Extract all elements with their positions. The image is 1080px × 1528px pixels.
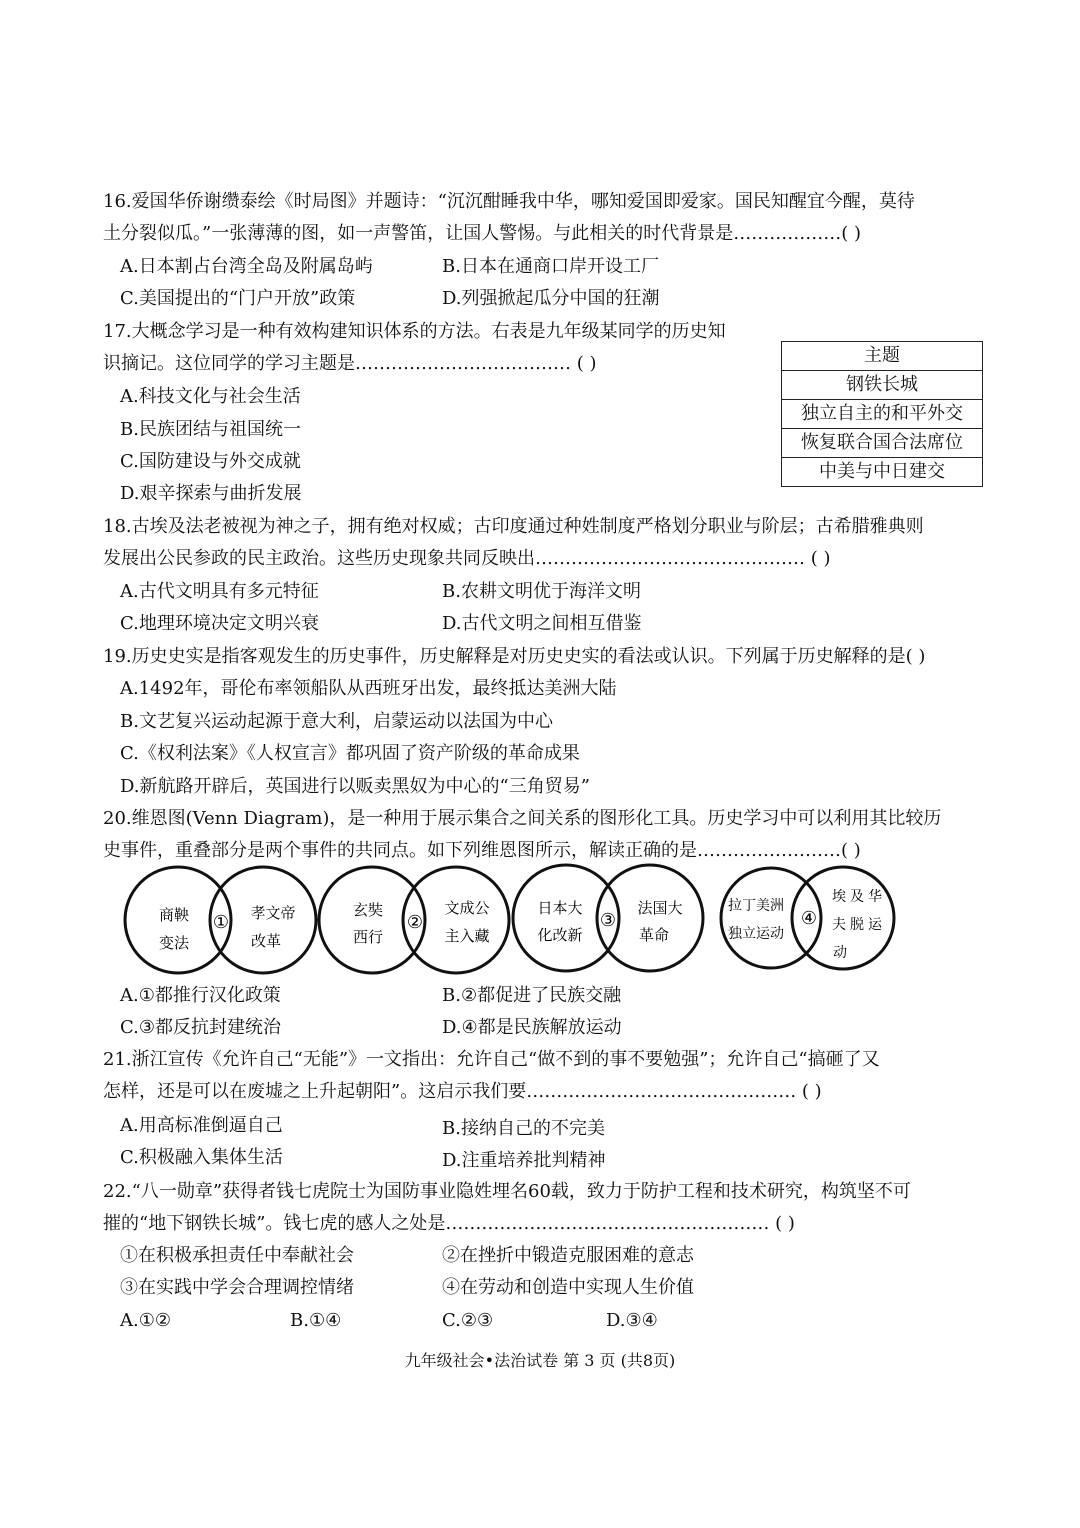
q22-option-d: D.③④ <box>606 1310 658 1331</box>
venn-label: 商鞅 <box>158 906 190 924</box>
q22-option-b: B.①④ <box>290 1310 342 1331</box>
venn-circle <box>319 867 425 973</box>
q17-topic-table <box>781 341 983 487</box>
q22-stem-line2: 摧的“地下钢铁长城”。钱七虎的感人之处是……………………………………………… ( ) <box>103 1213 795 1234</box>
venn-diagram-2 <box>319 867 509 973</box>
q22-option-c: C.②③ <box>442 1310 494 1331</box>
q19-option-c: C.《权利法案》《人权宣言》都巩固了资产阶级的革命成果 <box>120 743 580 764</box>
q17-stem-line2: 识摘记。这位同学的学习主题是……………………………… ( ) <box>103 353 597 374</box>
q17-table-cell: 中美与中日建交 <box>782 457 982 486</box>
q17-stem-line1: 17.大概念学习是一种有效构建知识体系的方法。右表是九年级某同学的历史知 <box>103 321 726 342</box>
q20-option-c: C.③都反抗封建统治 <box>120 1017 281 1038</box>
q18-stem-line1: 18.古埃及法老被视为神之子，拥有绝对权威；古印度通过种姓制度严格划分职业与阶层；古希腊雅典则 <box>103 516 924 537</box>
q16-option-a: A.日本割占台湾全岛及附属岛屿 <box>120 256 373 277</box>
q18-option-c: C.地理环境决定文明兴衰 <box>120 613 319 634</box>
venn-overlap-marker: ③ <box>599 910 617 931</box>
q17-table-cell: 恢复联合国合法席位 <box>782 428 982 457</box>
q17-option-d: D.艰辛探索与曲折发展 <box>120 483 302 504</box>
q17-table-header: 主题 <box>864 345 900 366</box>
q22-statement-4: ④在劳动和创造中实现人生价值 <box>442 1277 694 1298</box>
venn-label: 动 <box>833 945 847 961</box>
q22-statement-2: ②在挫折中锻造克服困难的意志 <box>442 1245 694 1266</box>
venn-diagram-1 <box>125 867 316 973</box>
q19-option-a: A.1492年，哥伦布率领船队从西班牙出发，最终抵达美洲大陆 <box>120 678 617 699</box>
q21-option-c: C.积极融入集体生活 <box>120 1147 283 1168</box>
q21-stem-line2: 怎样，还是可以在废墟之上升起朝阳”。这启示我们要……………………………………… ( ) <box>103 1081 822 1102</box>
venn-label: 法国大 <box>637 899 683 917</box>
venn-overlap-marker: ④ <box>800 908 818 929</box>
venn-diagram-3 <box>513 865 703 971</box>
venn-diagram-4 <box>721 867 894 969</box>
venn-label: 革命 <box>638 926 670 944</box>
q16-option-c: C.美国提出的“门户开放”政策 <box>120 288 356 309</box>
venn-label: 拉丁美洲 <box>728 898 784 914</box>
q17-table-cell: 独立自主的和平外交 <box>782 399 982 428</box>
q20-stem-line2: 史事件，重叠部分是两个事件的共同点。如下列维恩图所示，解读正确的是……………………( ) <box>103 840 861 861</box>
q17-option-a: A.科技文化与社会生活 <box>120 386 301 407</box>
q20-option-b: B.②都促进了民族交融 <box>442 985 622 1006</box>
venn-label: 日本大 <box>537 899 583 917</box>
q16-stem-line1: 16.爱国华侨谢缵泰绘《时局图》并题诗：“沉沉酣睡我中华，哪知爱国即爱家。国民知醒宜今醒，莫待 <box>103 191 915 212</box>
q21-option-b: B.接纳自己的不完美 <box>442 1118 605 1139</box>
q18-stem-line2: 发展出公民参政的民主政治。这些历史现象共同反映出……………………………………… ( ) <box>103 548 831 569</box>
venn-label: 独立运动 <box>728 926 784 942</box>
venn-circle <box>792 867 894 969</box>
venn-circle <box>210 867 316 973</box>
q19-stem: 19.历史史实是指客观发生的历史事件，历史解释是对历史史实的看法或认识。下列属于历史解释的是( ) <box>103 646 926 667</box>
q20-option-d: D.④都是民族解放运动 <box>442 1017 622 1038</box>
q18-option-a: A.古代文明具有多元特征 <box>120 581 319 602</box>
venn-circle <box>597 865 703 971</box>
venn-label: 主入藏 <box>444 927 490 945</box>
q16-stem-line2: 土分裂似瓜。”一张薄薄的图，如一声警笛，让国人警惕。与此相关的时代背景是………………( ) <box>103 223 861 244</box>
venn-overlap-marker: ① <box>212 912 230 933</box>
q16-option-d: D.列强掀起瓜分中国的狂潮 <box>442 288 660 309</box>
q20-stem-line1: 20.维恩图(Venn Diagram)，是一种用于展示集合之间关系的图形化工具。历史学习中可以利用其比较历 <box>103 808 942 829</box>
q17-option-c: C.国防建设与外交成就 <box>120 451 301 472</box>
q22-statement-3: ③在实践中学会合理调控情绪 <box>120 1277 354 1298</box>
venn-label: 改革 <box>250 932 282 950</box>
q22-statement-1: ①在积极承担责任中奉献社会 <box>120 1245 354 1266</box>
q21-option-d: D.注重培养批判精神 <box>442 1150 606 1171</box>
venn-circle <box>403 867 509 973</box>
q21-stem-line1: 21.浙江宣传《允许自己“无能”》一文指出：允许自己“做不到的事不要勉强”；允许自己“搞砸了又 <box>103 1049 880 1070</box>
q22-option-a: A.①② <box>120 1310 171 1331</box>
venn-overlap-marker: ② <box>406 912 424 933</box>
q18-option-d: D.古代文明之间相互借鉴 <box>442 613 642 634</box>
venn-label: 西行 <box>352 928 384 946</box>
venn-label: 化改新 <box>537 926 583 944</box>
venn-label: 玄奘 <box>352 901 384 919</box>
q20-option-a: A.①都推行汉化政策 <box>120 985 281 1006</box>
venn-label: 埃及华 <box>832 889 886 905</box>
q16-option-b: B.日本在通商口岸开设工厂 <box>442 256 659 277</box>
venn-circle <box>125 867 231 973</box>
q19-option-d: D.新航路开辟后，英国进行以贩卖黑奴为中心的“三角贸易” <box>120 776 590 797</box>
venn-label: 变法 <box>158 934 190 952</box>
q21-option-a: A.用高标准倒逼自己 <box>120 1115 283 1136</box>
venn-label: 夫脱运 <box>832 917 886 933</box>
venn-circle <box>721 868 821 968</box>
q18-option-b: B.农耕文明优于海洋文明 <box>442 581 641 602</box>
q22-stem-line1: 22.“八一勋章”获得者钱七虎院士为国防事业隐姓埋名60载，致力于防护工程和技术研究，构筑坚不可 <box>103 1181 911 1202</box>
venn-label: 孝文帝 <box>250 904 296 922</box>
venn-circle <box>513 865 619 971</box>
q19-option-b: B.文艺复兴运动起源于意大利，启蒙运动以法国为中心 <box>120 711 553 732</box>
venn-label: 文成公 <box>444 899 490 917</box>
page-footer: 九年级社会•法治试卷 第 3 页 (共8页) <box>404 1351 676 1370</box>
q17-table-cell: 钢铁长城 <box>782 370 982 399</box>
q17-option-b: B.民族团结与祖国统一 <box>120 419 301 440</box>
